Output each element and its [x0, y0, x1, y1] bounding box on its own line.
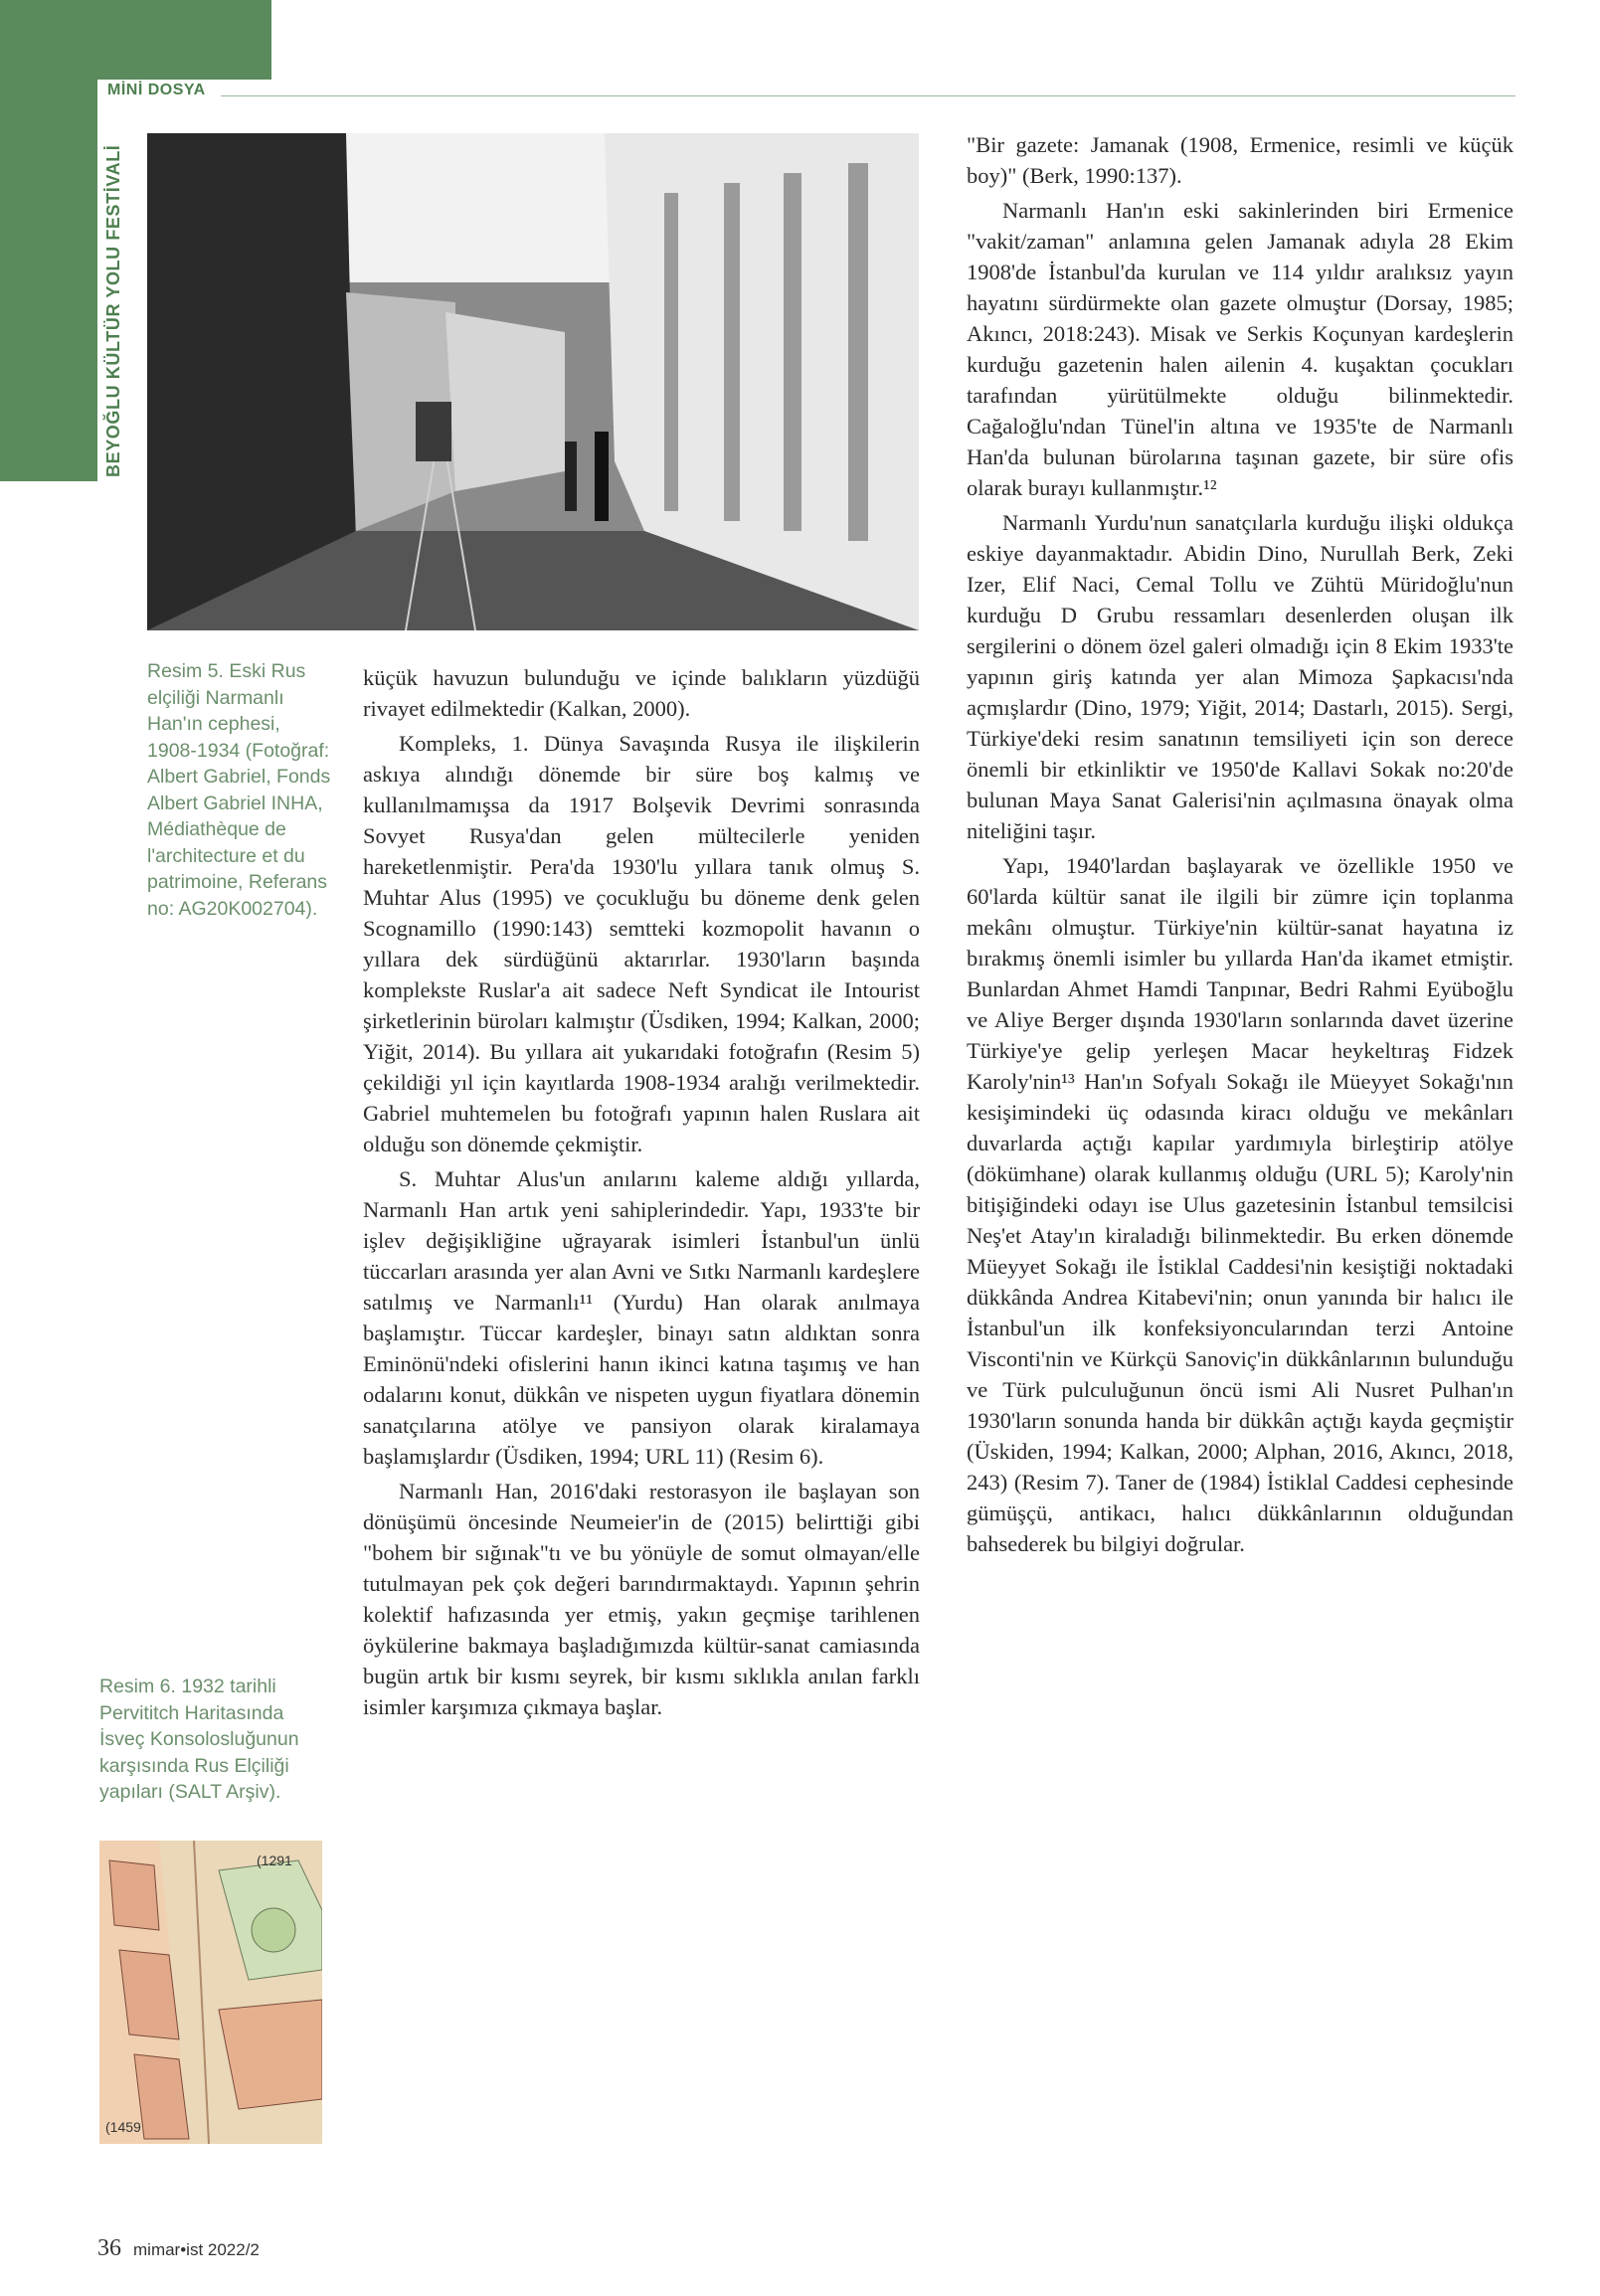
- paragraph: Kompleks, 1. Dünya Savaşında Rusya ile ilişkilerin askıya alındığı dönemde bir süre boş kalmış ve kullanılmamışsa da 1917 Bolşevik Devrimi sonrasında Sovyet Rusya'dan gelen mültecilerle yeniden hareketlenmiştir. Pera'da 1930'lu yıllara tanık olmuş S. Muhtar Alus (1995) ve çocukluğu bu döneme denk gelen Scognamillo (1990:143) semtteki kozmopolit havanın o yıllara dek sürdüğünü aktarırlar. 1930'ların başında komplekste Ruslar'a ait sadece Neft Syndicat ile Intourist şirketlerinin büroları kalmıştır (Üsdiken, 1994; Kalkan, 2000; Yiğit, 2014). Bu yıllara ait yukarıdaki fotoğrafın (Resim 5) çekildiği yıl için kayıtlarda 1908-1934 aralığı verilmektedir. Gabriel muhtemelen bu fotoğrafı yapının halen Ruslara ait olduğu son dönemde çekmiştir.: [363, 731, 920, 1156]
- paragraph: Narmanlı Han'ın eski sakinlerinden biri Ermenice "vakit/zaman" anlamına gelen Jamanak adıyla 28 Ekim 1908'de İstanbul'da kurulan ve 114 yıldır aralıksız yayın hayatını sürdürmekte olan gazete olmuştur (Dorsay, 1985; Akıncı, 2018:243). Misak ve Serkis Koçunyan kardeşlerin kurduğu gazetenin halen ailenin 4. kuşaktan çocukları tarafından yürütülmekte olduğu bilinmektedir. Cağaloğlu'ndan Tünel'in altına ve 1935'te de Narmanlı Han'da bulunan bürolarına taşınan gazete, bir süre ofis olarak burayı kullanmıştır.¹²: [967, 198, 1513, 500]
- map-label-1459: (1459: [105, 2119, 141, 2135]
- paragraph: "Bir gazete: Jamanak (1908, Ermenice, resimli ve küçük boy)" (Berk, 1990:137).: [967, 132, 1513, 188]
- map-label-1291: (1291: [257, 1853, 292, 1868]
- resim6-map: [99, 1841, 322, 2144]
- resim5-caption: Resim 5. Eski Rus elçiliği Narmanlı Han'ın cephesi, 1908-1934 (Fotoğraf: Albert Gabriel, Fonds Albert Gabriel INHA, Médiathèque de l'architecture et du patrimoine, Referans no: AG20K002704).: [147, 660, 331, 920]
- resim6-caption: Resim 6. 1932 tarihli Pervititch Haritasında İsveç Konsolosluğunun karşısında Rus Elçiliği yapıları (SALT Arşiv).: [99, 1676, 299, 1803]
- magazine-issue: mimar•ist 2022/2: [133, 2240, 260, 2259]
- paragraph: küçük havuzun bulunduğu ve içinde balıkların yüzdüğü rivayet edilmektedir (Kalkan, 2000).: [363, 665, 920, 721]
- side-festival-label: BEYOĞLU KÜLTÜR YOLU FESTİVALİ: [103, 144, 123, 477]
- page-footer: [97, 2235, 260, 2262]
- paragraph: Narmanlı Yurdu'nun sanatçılarla kurduğu ilişki oldukça eskiye dayanmaktadır. Abidin Dino, Nurullah Berk, Zeki Izer, Elif Naci, Cemal Tollu ve Zühtü Müridoğlu'nun kurduğu D Grubu ressamları desenlerden oluşan ilk sergilerini o dönem özel galeri olmadığı için 8 Ekim 1933'te yapının giriş katında yer alan Mimoza Şapkacısı'nda açmışlardır (Dino, 1979; Yiğit, 2014; Dastarlı, 2015). Sergi, Türkiye'deki resim sanatının temsiliyeti için son derece önemli bir etkinliktir ve 1950'de Kallavi Sokak no:20'de bulunan Maya Sanat Galerisi'nin açılmasına önayak olma niteliğini taşır.: [967, 510, 1513, 843]
- section-label: MİNİ DOSYA: [107, 82, 206, 98]
- right-column: [967, 129, 1513, 1559]
- header-green-block: [0, 0, 271, 80]
- paragraph: Yapı, 1940'lardan başlayarak ve özellikle 1950 ve 60'larda kültür sanat ile ilgili bir zümre için toplanma mekânı olmuştur. Türkiye'nin kültür-sanat hayatına iz bırakmış önemli isimler bu yıllarda Han'da ikamet etmiştir. Bunlardan Ahmet Hamdi Tanpınar, Bedri Rahmi Eyüboğlu ve Aliye Berger dışında 1930'ların sonlarında davet üzerine Türkiye'ye gelip yerleşen Macar heykeltıraş Fidzek Karoly'nin¹³ Han'ın Sofyalı Sokağı ile Müeyyet Sokağı'nın kesişimindeki üç odasında kiracı olduğu ve mekânları duvarlarda açtığı kapılar yardımıyla birleştirip atölye (dökümhane) olarak kullanmış olduğu (URL 5); Karoly'nin bitişiğindeki odayı ise Ulus gazetesinin İstanbul temsilcisi Neş'et Atay'ın kiraladığı bilinmektedir. Bu erken dönemde Müeyyet Sokağı ile İstiklal Caddesi'nin kesiştiği noktadaki dükkânda Andrea Kitabevi'nin; onun yanında bir halıcı ile İstanbul'un ilk konfeksiyoncularından terzi Antoine Visconti'nin ve Kürkçü Sanoviç'in dükkânlarının bulunduğu ve Türk pulculuğunun öncü ismi Ali Nusret Pulhan'ın 1930'ların sonunda handa bir dükkân açtığı kayda geçmiştir (Üskiden, 1994; Kalkan, 2000; Alphan, 2016, Akıncı, 2018, 243) (Resim 7). Taner de (1984) İstiklal Caddesi cephesinde gümüşçü, antikacı, halıcı dükkânlarının olduğundan bahsederek bu bilgiyi doğrular.: [967, 853, 1513, 1556]
- middle-column: [363, 662, 920, 1722]
- paragraph: S. Muhtar Alus'un anılarını kaleme aldığı yıllarda, Narmanlı Han artık yeni sahiplerindedir. Yapı, 1933'te bir işlev değişikliğine uğrayarak isimleri İstanbul'un ünlü tüccarları arasında yer alan Avni ve Sıtkı Narmanlı kardeşlere satılmış ve Narmanlı¹¹ (Yurdu) Han olarak anılmaya başlamıştır. Tüccar kardeşler, binayı satın aldıktan sonra Eminönü'ndeki ofislerini hanın ikinci katına taşımış ve han odalarını konut, dükkân ve nispeten uygun fiyatlara dönemin sanatçılarına atölye ve pansiyon olarak kiralamaya başlamışlardır (Üsdiken, 1994; URL 11) (Resim 6).: [363, 1166, 920, 1469]
- paragraph: Narmanlı Han, 2016'daki restorasyon ile başlayan son dönüşümü öncesinde Neumeier'in de (2015) belirttiği gibi "bohem bir sığınak"tı ve bu yönüyle de somut olmayan/elle tutulmayan pek çok değeri barındırmaktaydı. Yapının şehrin kolektif hafızasında yer etmiş, yakın geçmişe tarihlenen öykülerine bakmaya başladığımızda kültür-sanat camiasında bugün artık bir kısmı seyrek, bir kısmı sıklıkla anılan farklı isimler karşımıza çıkmaya başlar.: [363, 1479, 920, 1719]
- header-rule: [221, 95, 1515, 96]
- side-green-block: [0, 80, 97, 481]
- page-number: 36: [97, 2235, 121, 2261]
- resim5-photo: [147, 133, 919, 630]
